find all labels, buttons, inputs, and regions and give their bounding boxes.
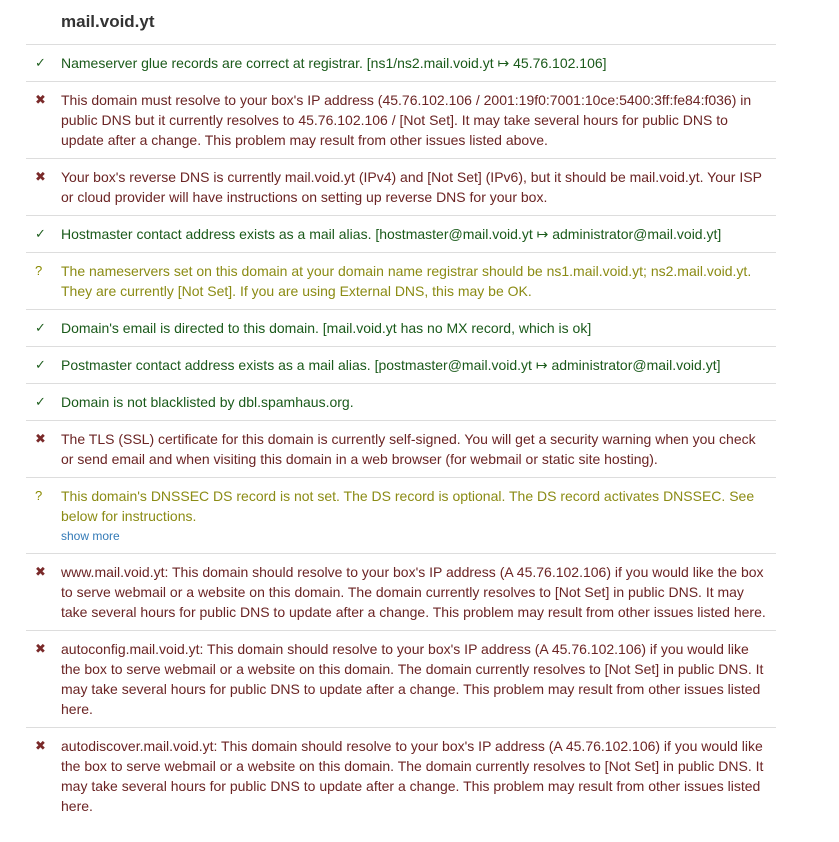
check-message: Hostmaster contact address exists as a mail alias. [hostmaster@mail.void.yt ↦ administrator@mail.void.yt]	[61, 226, 722, 242]
cross-icon: ✖	[35, 564, 46, 579]
check-message: Postmaster contact address exists as a mail alias. [postmaster@mail.void.yt ↦ administrator@mail.void.yt]	[61, 357, 721, 373]
check-message-container	[61, 53, 776, 73]
checkmark-icon: ✓	[35, 320, 46, 335]
check-row-error	[26, 554, 776, 631]
cross-icon: ✖	[35, 92, 46, 107]
check-message-container	[61, 486, 776, 545]
check-message-container	[61, 562, 776, 622]
checkmark-icon: ✓	[35, 394, 46, 409]
check-message: autoconfig.mail.void.yt: This domain should resolve to your box's IP address (A 45.76.102.106) if you would like the box to serve webmail or a website on this domain. The domain currently resolves to [Not Set] in public DNS. It may take several hours for public DNS to update after a change. This problem may result from other issues listed here.	[61, 641, 764, 717]
check-message: Nameserver glue records are correct at registrar. [ns1/ns2.mail.void.yt ↦ 45.76.102.106]	[61, 55, 607, 71]
check-message-container	[61, 639, 776, 719]
check-row-warning	[26, 253, 776, 310]
check-row-error	[26, 421, 776, 478]
check-message: Domain is not blacklisted by dbl.spamhaus.org.	[61, 394, 354, 410]
check-message-container	[61, 736, 776, 816]
show-more-link[interactable]: show more	[61, 529, 120, 543]
checkmark-icon: ✓	[35, 55, 46, 70]
check-message: The TLS (SSL) certificate for this domain is currently self-signed. You will get a security warning when you check or send email and when visiting this domain in a web browser (for webmail or static site hosting).	[61, 431, 756, 467]
check-message: autodiscover.mail.void.yt: This domain should resolve to your box's IP address (A 45.76.102.106) if you would like the box to serve webmail or a website on this domain. The domain currently resolves to [Not Set] in public DNS. It may take several hours for public DNS to update after a change. This problem may result from other issues listed here.	[61, 738, 764, 814]
check-message-container	[61, 90, 776, 150]
check-message: This domain must resolve to your box's IP address (45.76.102.106 / 2001:19f0:7001:10ce:5400:3ff:fe84:f036) in public DNS but it currently resolves to 45.76.102.106 / [Not Set]. It may take several hours for public DNS to update after a change. This problem may result from other issues listed above.	[61, 92, 752, 148]
check-message: www.mail.void.yt: This domain should resolve to your box's IP address (A 45.76.102.106) if you would like the box to serve webmail or a website on this domain. The domain currently resolves to [Not Set] in public DNS. It may take several hours for public DNS to update after a change. This problem may result from other issues listed here.	[61, 564, 766, 620]
check-message: Domain's email is directed to this domain. [mail.void.yt has no MX record, which is ok]	[61, 320, 592, 336]
check-message-container	[61, 261, 776, 301]
cross-icon: ✖	[35, 738, 46, 753]
check-row-error	[26, 159, 776, 216]
domain-header	[26, 0, 776, 45]
check-row-error	[26, 728, 776, 824]
cross-icon: ✖	[35, 431, 46, 446]
check-message-container	[61, 392, 776, 412]
question-icon: ?	[35, 488, 43, 503]
check-row-ok	[26, 310, 776, 347]
check-message-container	[61, 355, 776, 375]
checkmark-icon: ✓	[35, 357, 46, 372]
check-message: The nameservers set on this domain at your domain name registrar should be ns1.mail.void.yt; ns2.mail.void.yt. They are currently [Not Set]. If you are using External DNS, this may be OK.	[61, 263, 752, 299]
check-message: Your box's reverse DNS is currently mail.void.yt (IPv4) and [Not Set] (IPv6), but it should be mail.void.yt. Your ISP or cloud provider will have instructions on setting up reverse DNS for your box.	[61, 169, 762, 205]
check-row-ok	[26, 347, 776, 384]
question-icon: ?	[35, 263, 43, 278]
domain-title: mail.void.yt	[61, 12, 155, 31]
check-message-container	[61, 429, 776, 469]
check-row-ok	[26, 45, 776, 82]
cross-icon: ✖	[35, 169, 46, 184]
check-row-error	[26, 631, 776, 728]
check-message-container	[61, 224, 776, 244]
check-row-ok	[26, 216, 776, 253]
check-row-warning	[26, 478, 776, 554]
check-message: This domain's DNSSEC DS record is not set. The DS record is optional. The DS record activates DNSSEC. See below for instructions.	[61, 488, 755, 524]
check-message-container	[61, 167, 776, 207]
status-checks-panel	[26, 0, 776, 824]
check-list	[26, 45, 776, 824]
cross-icon: ✖	[35, 641, 46, 656]
checkmark-icon: ✓	[35, 226, 46, 241]
check-row-error	[26, 82, 776, 159]
check-row-ok	[26, 384, 776, 421]
check-message-container	[61, 318, 776, 338]
